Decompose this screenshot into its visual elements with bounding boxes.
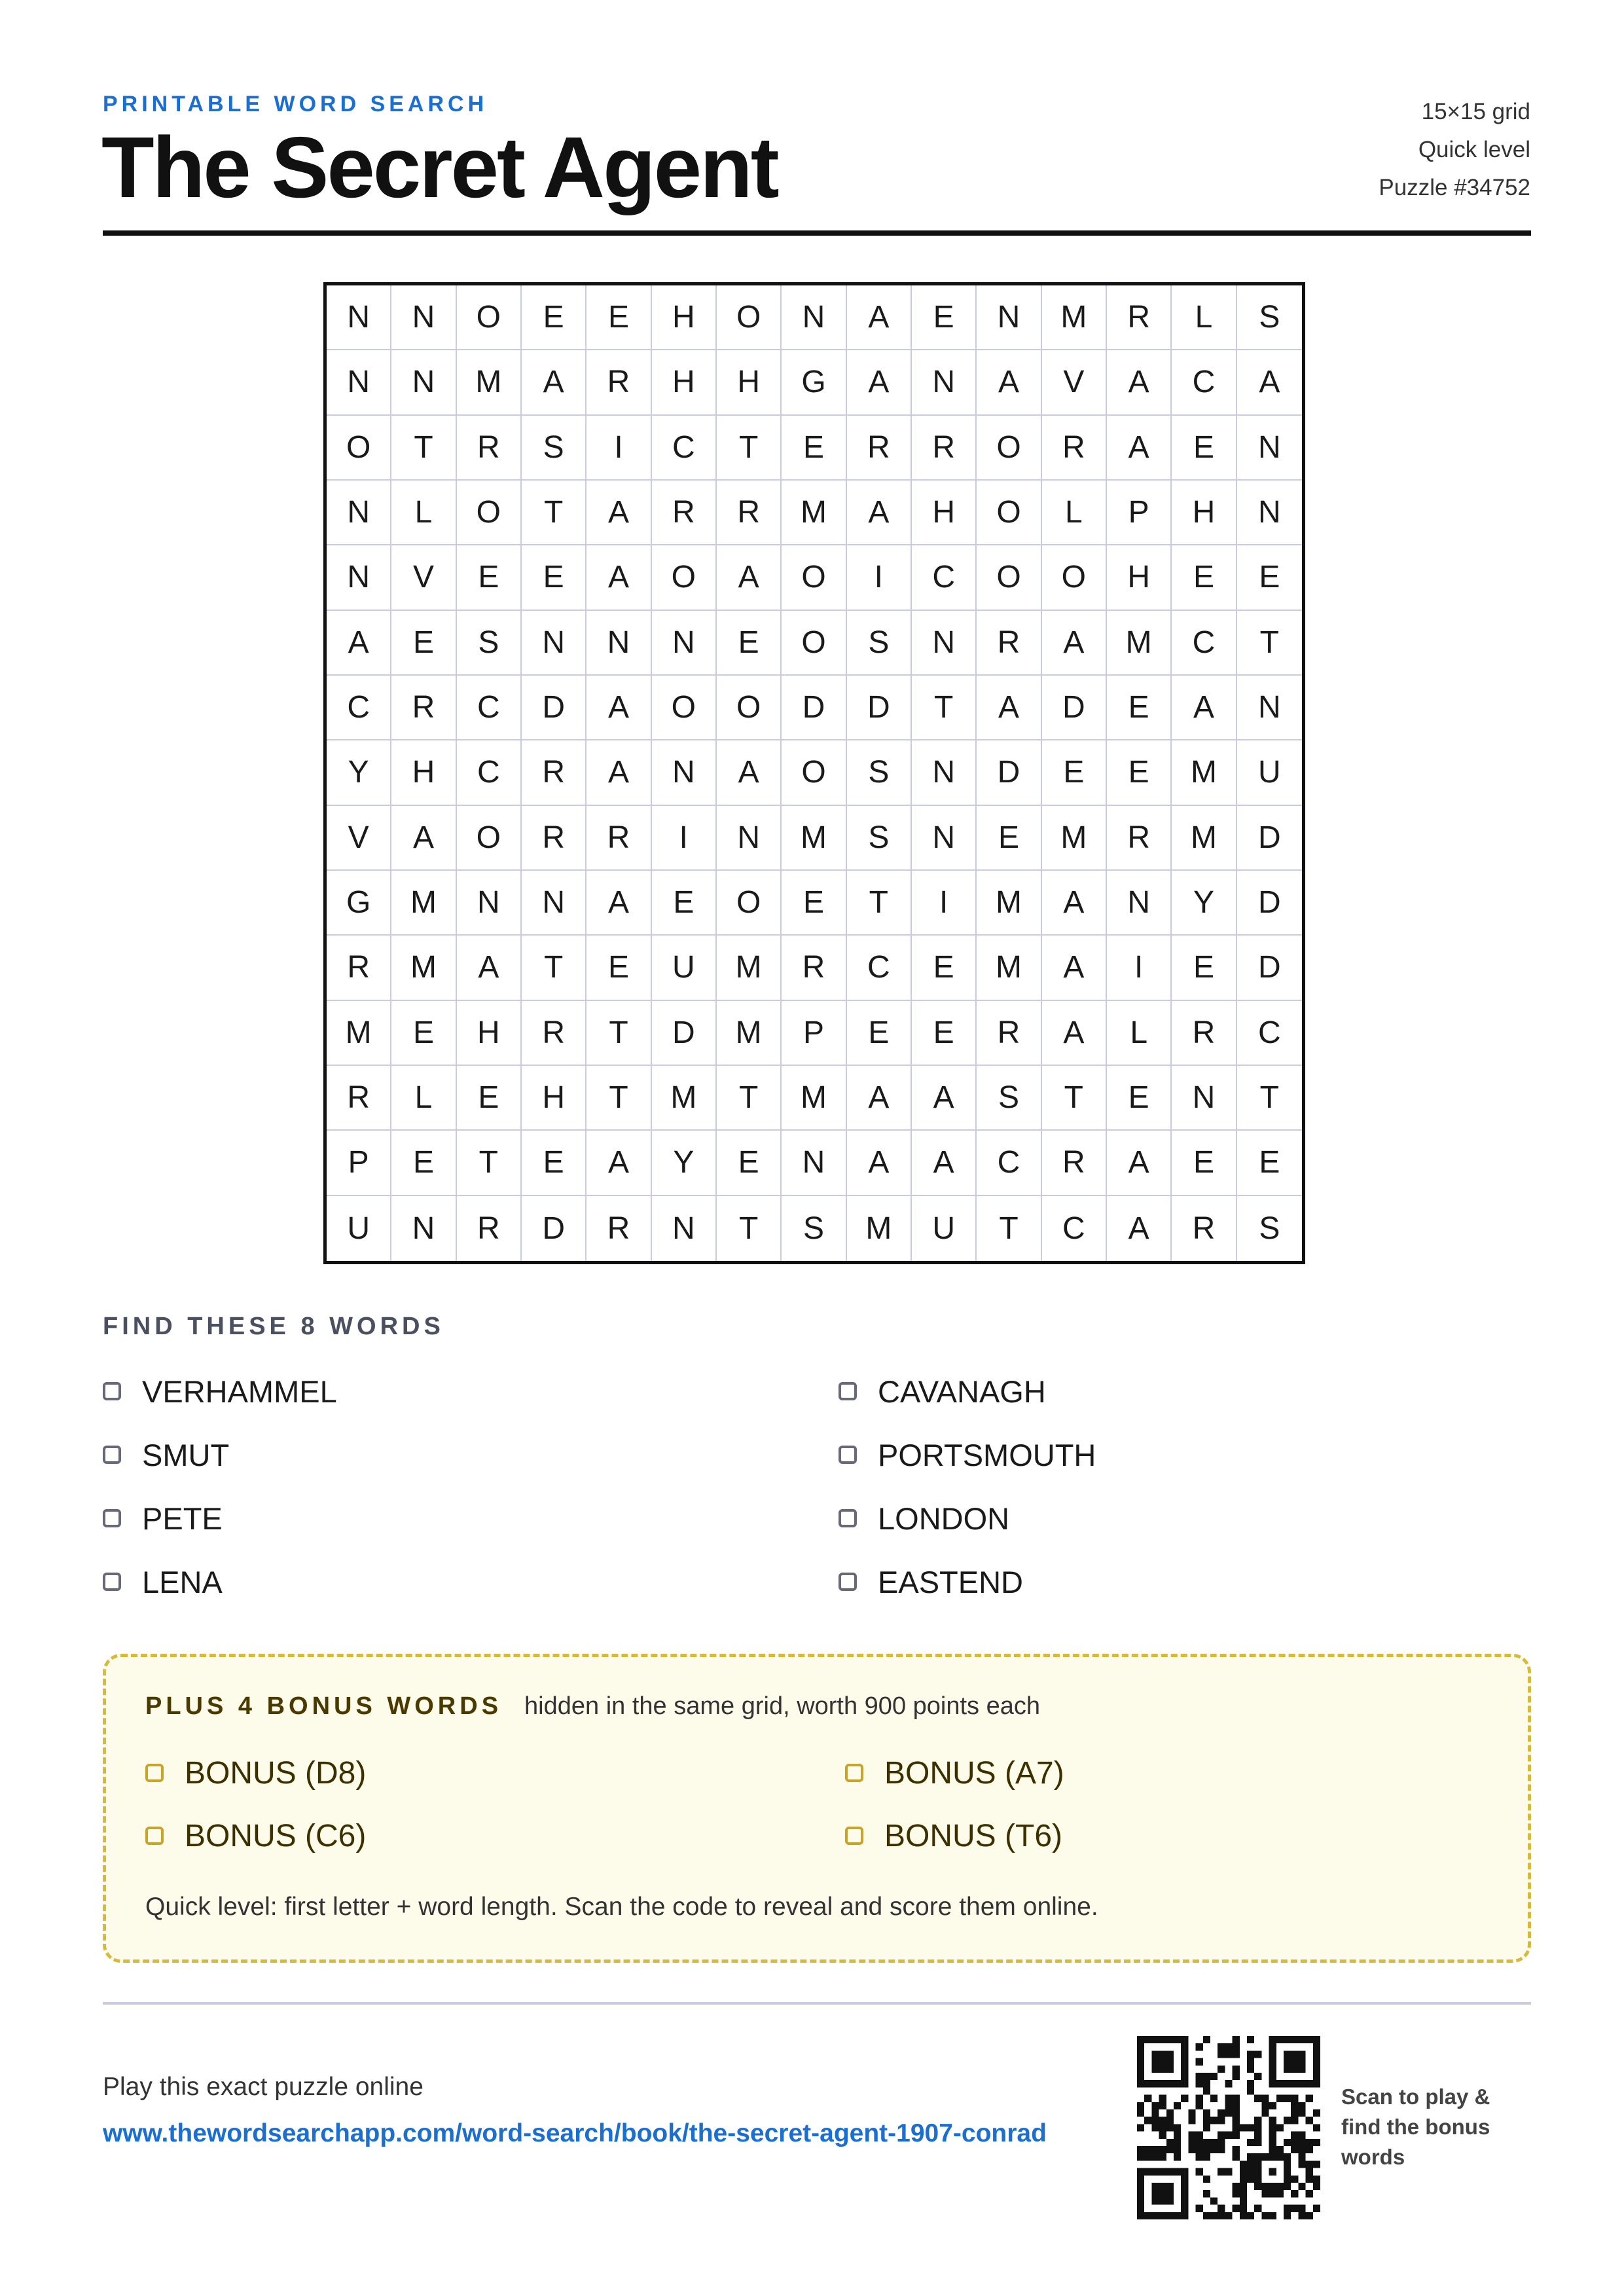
word-list-item[interactable]: [839, 1432, 1096, 1478]
grid-cell[interactable]: A: [586, 481, 651, 545]
checkbox-icon[interactable]: [839, 1509, 857, 1527]
grid-cell[interactable]: N: [327, 285, 391, 350]
grid-cell[interactable]: I: [586, 416, 651, 481]
grid-cell[interactable]: E: [912, 936, 977, 1000]
grid-cell[interactable]: A: [1237, 350, 1302, 415]
grid-cell[interactable]: N: [391, 350, 456, 415]
grid-cell[interactable]: C: [327, 676, 391, 740]
page-title: The Secret Agent: [101, 119, 778, 215]
bonus-note: Quick level: first letter + word length. Scan the code to reveal and score them online.: [145, 1893, 1098, 1921]
grid-cell[interactable]: E: [1107, 1066, 1172, 1131]
bonus-item[interactable]: [145, 1750, 366, 1796]
grid-cell[interactable]: R: [1172, 1196, 1236, 1261]
grid-cell[interactable]: O: [717, 676, 782, 740]
grid-cell[interactable]: L: [1107, 1001, 1172, 1066]
grid-cell[interactable]: E: [782, 871, 846, 936]
grid-cell[interactable]: N: [717, 806, 782, 871]
level-label: Quick level: [1418, 137, 1530, 162]
grid-cell[interactable]: R: [327, 1066, 391, 1131]
grid-cell[interactable]: C: [457, 740, 522, 805]
grid-cell[interactable]: R: [522, 1001, 586, 1066]
checkbox-icon[interactable]: [103, 1573, 121, 1591]
grid-cell[interactable]: D: [652, 1001, 717, 1066]
grid-cell[interactable]: L: [391, 481, 456, 545]
bonus-item[interactable]: [845, 1750, 1064, 1796]
grid-cell[interactable]: R: [977, 611, 1041, 676]
word-label: LONDON: [878, 1501, 1010, 1536]
grid-cell[interactable]: S: [1259, 1211, 1280, 1246]
grid-cell[interactable]: E: [522, 545, 586, 610]
grid-cell[interactable]: R: [457, 1196, 522, 1261]
grid-cell[interactable]: V: [1042, 350, 1107, 415]
grid-cell[interactable]: T: [1237, 611, 1302, 676]
grid-cell[interactable]: H: [391, 740, 456, 805]
grid-cell[interactable]: G: [782, 350, 846, 415]
grid-cell[interactable]: A: [847, 285, 912, 350]
grid-cell[interactable]: E: [1107, 740, 1172, 805]
grid-cell[interactable]: T: [391, 416, 456, 481]
grid-cell[interactable]: S: [1237, 285, 1302, 350]
grid-cell[interactable]: M: [977, 936, 1041, 1000]
grid-cell[interactable]: M: [847, 1196, 912, 1261]
grid-cell[interactable]: T: [912, 676, 977, 740]
grid-cell[interactable]: S: [522, 416, 586, 481]
grid-cell[interactable]: R: [1172, 1001, 1236, 1066]
puzzle-url-link[interactable]: www.thewordsearchapp.com/word-search/book/the-secret-agent-1907-conrad: [103, 2119, 1047, 2147]
grid-cell[interactable]: D: [522, 1196, 586, 1261]
grid-cell[interactable]: M: [1172, 740, 1236, 805]
grid-cell[interactable]: H: [457, 1001, 522, 1066]
grid-cell[interactable]: A: [586, 1131, 651, 1195]
grid-cell[interactable]: A: [327, 611, 391, 676]
grid-cell[interactable]: T: [847, 871, 912, 936]
grid-cell[interactable]: A: [1107, 1196, 1172, 1261]
word-label: CAVANAGH: [878, 1374, 1046, 1409]
grid-cell[interactable]: M: [782, 806, 846, 871]
word-label: LENA: [142, 1564, 223, 1599]
grid-cell[interactable]: A: [847, 350, 912, 415]
grid-cell[interactable]: H: [522, 1066, 586, 1131]
grid-cell[interactable]: N: [652, 611, 717, 676]
grid-cell[interactable]: H: [912, 481, 977, 545]
grid-cell[interactable]: G: [327, 871, 391, 936]
grid-cell[interactable]: O: [457, 806, 522, 871]
grid-cell[interactable]: S: [847, 611, 912, 676]
grid-cell[interactable]: A: [1172, 676, 1236, 740]
word-label: PORTSMOUTH: [878, 1437, 1096, 1472]
grid-cell[interactable]: E: [457, 545, 522, 610]
grid-cell[interactable]: H: [1107, 545, 1172, 610]
checkbox-icon[interactable]: [839, 1446, 857, 1464]
grid-cell[interactable]: H: [717, 350, 782, 415]
grid-cell[interactable]: A: [457, 936, 522, 1000]
grid-cell[interactable]: R: [586, 350, 651, 415]
checkbox-icon[interactable]: [145, 1764, 164, 1782]
grid-cell[interactable]: Y: [1172, 871, 1236, 936]
grid-cell[interactable]: A: [586, 740, 651, 805]
letter-grid: [323, 282, 1305, 1264]
bonus-heading: [145, 1692, 1040, 1721]
grid-cell[interactable]: M: [977, 871, 1041, 936]
grid-cell[interactable]: E: [586, 285, 651, 350]
grid-cell[interactable]: N: [522, 611, 586, 676]
grid-cell[interactable]: O: [457, 481, 522, 545]
grid-cell[interactable]: O: [717, 285, 782, 350]
grid-cell[interactable]: R: [327, 936, 391, 1000]
grid-cell[interactable]: D: [1042, 676, 1107, 740]
grid-cell[interactable]: O: [717, 871, 782, 936]
grid-cell[interactable]: C: [1237, 1001, 1302, 1066]
bonus-label: BONUS (D8): [185, 1755, 367, 1791]
grid-cell[interactable]: E: [717, 1131, 782, 1195]
grid-cell[interactable]: Y: [652, 1131, 717, 1195]
grid-cell[interactable]: N: [652, 740, 717, 805]
grid-cell[interactable]: E: [391, 1001, 456, 1066]
grid-cell[interactable]: O: [652, 676, 717, 740]
grid-cell[interactable]: M: [1042, 285, 1107, 350]
grid-cell[interactable]: E: [1237, 1131, 1302, 1195]
grid-cell[interactable]: T: [522, 481, 586, 545]
grid-cell[interactable]: R: [912, 416, 977, 481]
grid-cell[interactable]: U: [327, 1196, 391, 1261]
grid-cell[interactable]: N: [586, 611, 651, 676]
grid-cell[interactable]: N: [327, 350, 391, 415]
grid-cell[interactable]: N: [327, 481, 391, 545]
grid-cell[interactable]: T: [717, 1196, 782, 1261]
grid-cell[interactable]: C: [847, 936, 912, 1000]
grid-cell[interactable]: I: [847, 545, 912, 610]
grid-cell[interactable]: S: [847, 806, 912, 871]
grid-cell[interactable]: E: [1172, 416, 1236, 481]
grid-cell[interactable]: H: [652, 285, 717, 350]
grid-cell[interactable]: A: [847, 1131, 912, 1195]
grid-cell[interactable]: S: [782, 1196, 846, 1261]
grid-cell[interactable]: O: [782, 740, 846, 805]
grid-cell[interactable]: A: [977, 676, 1041, 740]
grid-cell[interactable]: U: [652, 936, 717, 1000]
grid-cell[interactable]: E: [1172, 545, 1236, 610]
grid-cell[interactable]: N: [912, 350, 977, 415]
grid-cell[interactable]: N: [1237, 481, 1302, 545]
grid-cell[interactable]: E: [522, 285, 586, 350]
grid-cell[interactable]: H: [652, 350, 717, 415]
grid-cell[interactable]: D: [977, 740, 1041, 805]
grid-cell[interactable]: E: [1172, 1131, 1236, 1195]
grid-cell[interactable]: A: [1042, 1001, 1107, 1066]
word-list-item[interactable]: [103, 1368, 337, 1414]
word-label: SMUT: [142, 1437, 230, 1472]
grid-cell[interactable]: R: [522, 806, 586, 871]
grid-cell[interactable]: R: [847, 416, 912, 481]
grid-cell[interactable]: C: [1172, 611, 1236, 676]
grid-cell[interactable]: E: [522, 1131, 586, 1195]
grid-cell[interactable]: D: [847, 676, 912, 740]
checkbox-icon[interactable]: [839, 1382, 857, 1400]
grid-cell[interactable]: N: [391, 1196, 456, 1261]
grid-cell[interactable]: A: [586, 676, 651, 740]
grid-cell[interactable]: H: [1172, 481, 1236, 545]
grid-cell[interactable]: O: [652, 545, 717, 610]
grid-cell[interactable]: P: [1107, 481, 1172, 545]
grid-cell[interactable]: T: [457, 1131, 522, 1195]
grid-cell[interactable]: N: [457, 871, 522, 936]
grid-cell[interactable]: D: [522, 676, 586, 740]
grid-cell[interactable]: I: [652, 806, 717, 871]
grid-cell[interactable]: N: [912, 611, 977, 676]
grid-cell[interactable]: D: [782, 676, 846, 740]
checkbox-icon[interactable]: [845, 1827, 863, 1845]
grid-cell[interactable]: A: [1107, 350, 1172, 415]
grid-cell[interactable]: M: [1172, 806, 1236, 871]
grid-cell[interactable]: E: [1042, 740, 1107, 805]
bonus-panel: [103, 1654, 1531, 1963]
grid-cell[interactable]: M: [457, 350, 522, 415]
grid-cell[interactable]: N: [912, 806, 977, 871]
grid-cell[interactable]: N: [1237, 676, 1302, 740]
grid-cell[interactable]: S: [847, 740, 912, 805]
word-label: PETE: [142, 1501, 223, 1536]
bonus-item[interactable]: [145, 1813, 366, 1859]
grid-cell[interactable]: M: [327, 1001, 391, 1066]
grid-cell[interactable]: P: [327, 1131, 391, 1195]
grid-cell[interactable]: O: [977, 481, 1041, 545]
grid-cell[interactable]: A: [912, 1131, 977, 1195]
word-label: EASTEND: [878, 1564, 1023, 1599]
grid-cell[interactable]: T: [717, 1066, 782, 1131]
grid-cell[interactable]: M: [782, 481, 846, 545]
bonus-label: BONUS (C6): [185, 1818, 367, 1853]
grid-cell[interactable]: N: [327, 545, 391, 610]
grid-cell[interactable]: T: [1042, 1066, 1107, 1131]
scan-instruction: Scan to play & find the bonus words: [1341, 2085, 1490, 2169]
grid-cell[interactable]: E: [652, 871, 717, 936]
checkbox-icon[interactable]: [839, 1573, 857, 1591]
checkbox-icon[interactable]: [845, 1764, 863, 1782]
grid-cell[interactable]: A: [717, 545, 782, 610]
grid-cell[interactable]: E: [912, 285, 977, 350]
grid-cell[interactable]: D: [1237, 936, 1302, 1000]
bonus-label: BONUS (A7): [884, 1755, 1064, 1791]
grid-cell[interactable]: T: [1237, 1066, 1302, 1131]
grid-cell[interactable]: E: [977, 806, 1041, 871]
grid-cell[interactable]: S: [977, 1066, 1041, 1131]
grid-cell[interactable]: D: [1237, 806, 1302, 871]
grid-cell[interactable]: E: [1237, 545, 1302, 610]
grid-cell[interactable]: V: [327, 806, 391, 871]
grid-cell[interactable]: A: [522, 350, 586, 415]
grid-cell[interactable]: I: [1107, 936, 1172, 1000]
word-list-item[interactable]: [839, 1559, 1023, 1605]
grid-cell[interactable]: A: [717, 740, 782, 805]
word-list-item[interactable]: [839, 1368, 1046, 1414]
word-list-item[interactable]: [839, 1495, 1009, 1541]
grid-cell[interactable]: E: [457, 1066, 522, 1131]
grid-cell[interactable]: M: [391, 936, 456, 1000]
grid-cell[interactable]: A: [1107, 1131, 1172, 1195]
word-label: VERHAMMEL: [142, 1374, 337, 1409]
grid-cell[interactable]: E: [391, 1131, 456, 1195]
grid-cell[interactable]: R: [391, 676, 456, 740]
puzzle-id-label: Puzzle #34752: [1379, 175, 1530, 200]
puzzle-meta: [1379, 93, 1530, 207]
grid-cell[interactable]: L: [1172, 285, 1236, 350]
grid-cell[interactable]: O: [1042, 545, 1107, 610]
checkbox-icon[interactable]: [103, 1509, 121, 1527]
grid-cell[interactable]: R: [1042, 1131, 1107, 1195]
grid-cell[interactable]: C: [912, 545, 977, 610]
grid-cell[interactable]: A: [977, 350, 1041, 415]
play-online-label: Play this exact puzzle online: [103, 2073, 424, 2101]
grid-cell[interactable]: C: [1042, 1196, 1107, 1261]
grid-cell[interactable]: A: [847, 481, 912, 545]
page-kicker: PRINTABLE WORD SEARCH: [103, 92, 488, 117]
grid-cell[interactable]: M: [391, 871, 456, 936]
grid-cell[interactable]: M: [1107, 611, 1172, 676]
grid-cell[interactable]: N: [1237, 416, 1302, 481]
grid-cell[interactable]: E: [717, 611, 782, 676]
grid-cell[interactable]: N: [782, 285, 846, 350]
grid-cell[interactable]: T: [586, 1001, 651, 1066]
grid-cell[interactable]: A: [586, 871, 651, 936]
grid-cell[interactable]: O: [977, 416, 1041, 481]
grid-cell[interactable]: N: [391, 285, 456, 350]
qr-code-icon[interactable]: [1137, 2036, 1320, 2219]
grid-cell[interactable]: M: [1042, 806, 1107, 871]
grid-cell[interactable]: O: [782, 545, 846, 610]
grid-cell[interactable]: N: [977, 285, 1041, 350]
grid-cell[interactable]: M: [652, 1066, 717, 1131]
grid-cell[interactable]: M: [782, 1066, 846, 1131]
grid-cell[interactable]: N: [1172, 1066, 1236, 1131]
grid-cell[interactable]: E: [782, 416, 846, 481]
grid-size-label: 15×15 grid: [1421, 99, 1530, 124]
grid-cell[interactable]: R: [717, 481, 782, 545]
grid-cell[interactable]: N: [652, 1196, 717, 1261]
grid-cell[interactable]: A: [847, 1066, 912, 1131]
word-list-item[interactable]: [103, 1559, 223, 1605]
grid-cell[interactable]: R: [782, 936, 846, 1000]
grid-cell[interactable]: O: [782, 611, 846, 676]
grid-cell[interactable]: A: [1107, 416, 1172, 481]
grid-cell[interactable]: Y: [327, 740, 391, 805]
grid-cell[interactable]: A: [391, 806, 456, 871]
grid-cell[interactable]: R: [1042, 416, 1107, 481]
word-list-label: FIND THESE 8 WORDS: [103, 1313, 444, 1340]
grid-cell[interactable]: E: [1107, 676, 1172, 740]
grid-cell[interactable]: M: [717, 1001, 782, 1066]
grid-cell[interactable]: N: [782, 1131, 846, 1195]
grid-cell[interactable]: T: [717, 416, 782, 481]
grid-cell[interactable]: D: [1237, 871, 1302, 936]
checkbox-icon[interactable]: [145, 1827, 164, 1845]
checkbox-icon[interactable]: [103, 1446, 121, 1464]
bonus-item[interactable]: [845, 1813, 1062, 1859]
grid-cell[interactable]: C: [652, 416, 717, 481]
grid-cell[interactable]: A: [586, 545, 651, 610]
grid-cell[interactable]: L: [1042, 481, 1107, 545]
grid-cell[interactable]: N: [522, 871, 586, 936]
grid-cell[interactable]: E: [847, 1001, 912, 1066]
grid-cell[interactable]: R: [522, 740, 586, 805]
grid-cell[interactable]: A: [1042, 871, 1107, 936]
grid-cell[interactable]: R: [1107, 806, 1172, 871]
grid-cell[interactable]: O: [327, 416, 391, 481]
grid-cell[interactable]: R: [586, 1196, 651, 1261]
grid-cell[interactable]: R: [457, 416, 522, 481]
grid-cell[interactable]: C: [1172, 350, 1236, 415]
grid-cell[interactable]: R: [586, 806, 651, 871]
grid-cell[interactable]: M: [717, 936, 782, 1000]
grid-cell[interactable]: A: [1042, 936, 1107, 1000]
bonus-title: PLUS 4 BONUS WORDS: [145, 1692, 503, 1720]
grid-cell[interactable]: N: [1107, 871, 1172, 936]
grid-cell[interactable]: T: [977, 1196, 1041, 1261]
grid-cell[interactable]: E: [912, 1001, 977, 1066]
grid-cell[interactable]: U: [1237, 740, 1302, 805]
grid-cell[interactable]: L: [391, 1066, 456, 1131]
grid-cell[interactable]: R: [1107, 285, 1172, 350]
grid-cell[interactable]: C: [457, 676, 522, 740]
grid-cell[interactable]: U: [912, 1196, 977, 1261]
word-list-item[interactable]: [103, 1432, 229, 1478]
bonus-subtitle: hidden in the same grid, worth 900 points each: [524, 1692, 1040, 1720]
bonus-label: BONUS (T6): [884, 1818, 1063, 1853]
grid-cell[interactable]: R: [977, 1001, 1041, 1066]
grid-cell[interactable]: R: [652, 481, 717, 545]
grid-cell[interactable]: E: [586, 936, 651, 1000]
grid-cell[interactable]: O: [977, 545, 1041, 610]
grid-cell[interactable]: N: [912, 740, 977, 805]
grid-cell[interactable]: I: [912, 871, 977, 936]
footer-divider: [103, 2002, 1531, 2005]
grid-cell[interactable]: E: [1172, 936, 1236, 1000]
checkbox-icon[interactable]: [103, 1382, 121, 1400]
word-list-item[interactable]: [103, 1495, 223, 1541]
grid-cell[interactable]: T: [586, 1066, 651, 1131]
grid-cell[interactable]: C: [977, 1131, 1041, 1195]
grid-cell[interactable]: T: [522, 936, 586, 1000]
grid-cell[interactable]: A: [1042, 611, 1107, 676]
grid-cell[interactable]: A: [912, 1066, 977, 1131]
grid-cell[interactable]: S: [457, 611, 522, 676]
grid-cell[interactable]: P: [782, 1001, 846, 1066]
grid-cell[interactable]: E: [391, 611, 456, 676]
grid-cell[interactable]: V: [391, 545, 456, 610]
header-divider: [103, 230, 1531, 236]
grid-cell[interactable]: O: [457, 285, 522, 350]
